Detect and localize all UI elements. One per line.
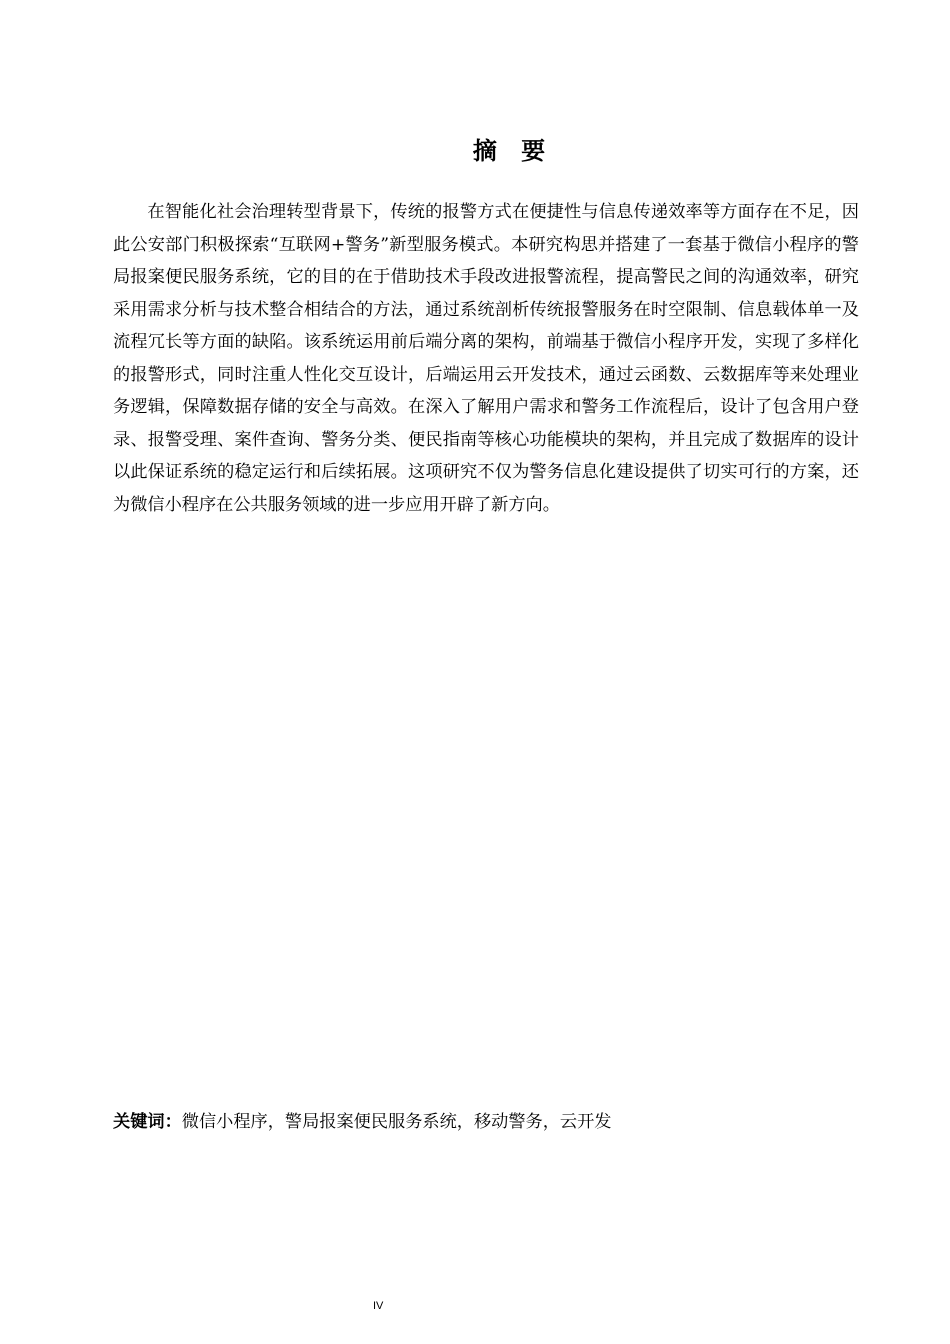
abstract-paragraph: 在智能化社会治理转型背景下，传统的报警方式在便捷性与信息传递效率等方面存在不足，因此公安部门积极探索“互联网+警务”新型服务模式。本研究构思并搭建了一套基于微信小程序的警局报案便民服务系统，它的目的在于借助技术手段改进报警流程，提高警民之间的沟通效率，研究采用需求分析与技术整合相结合的方法，通过系统剖析传统报警服务在时空限制、信息载体单一及流程冗长等方面的缺陷。该系统运用前后端分离的架构，前端基于微信小程序开发，实现了多样化的报警形式，同时注重人性化交互设计，后端运用云开发技术，通过云函数、云数据库等来处理业务逻辑，保障数据存储的安全与高效。在深入了解用户需求和警务工作流程后，设计了包含用户登录、报警受理、案件查询、警务分类、便民指南等核心功能模块的架构，并且完成了数据库的设计以此保证系统的稳定运行和后续拓展。这项研究不仅为警务信息化建设提供了切实可行的方案，还为微信小程序在公共服务领域的进一步应用开辟了新方向。 xyxy=(113,202,859,515)
keywords-label: 关键词： xyxy=(113,1112,182,1132)
keywords-text: 微信小程序，警局报案便民服务系统，移动警务，云开发 xyxy=(181,1112,612,1132)
page-number: IV xyxy=(373,1300,384,1312)
keywords-line xyxy=(113,1108,859,1136)
page-title: 摘 要 xyxy=(472,137,554,165)
